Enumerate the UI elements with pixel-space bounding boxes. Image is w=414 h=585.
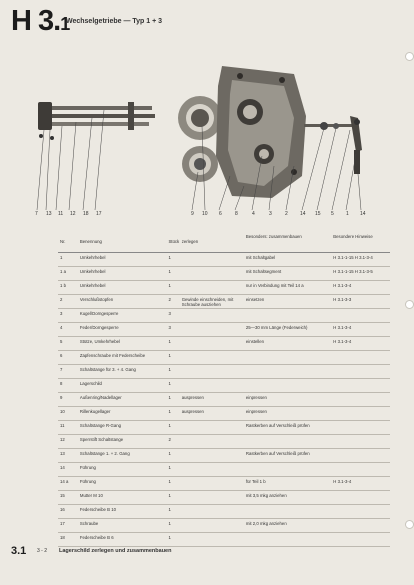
cell-no: 15: [58, 491, 78, 505]
cell-no: 2: [58, 295, 78, 309]
cell-action: mit 3,5 mkg anziehen: [244, 491, 331, 505]
cell-ref: [331, 309, 390, 323]
callout-1: 1: [346, 211, 349, 217]
cell-no: 18: [58, 533, 78, 547]
cell-ref: [331, 463, 390, 477]
cell-qty: 1: [166, 281, 179, 295]
cell-qty: 1: [166, 407, 179, 421]
table-row: [58, 435, 390, 449]
cell-name: Umkehrhebel: [78, 281, 167, 295]
cell-name: Federscheibe B 6: [78, 533, 167, 547]
cell-qty: 1: [166, 393, 179, 407]
table-row: [58, 491, 390, 505]
callout-11: 11: [58, 211, 64, 217]
cell-name: Verschlußstopfen: [78, 295, 167, 309]
callout-13: 13: [46, 211, 52, 217]
cell-ref: H 3.1-3-3: [331, 295, 390, 309]
cell-no: 4: [58, 323, 78, 337]
cell-ref: H 3.1-3-4: [331, 337, 390, 351]
cell-work: auspressen: [180, 393, 244, 407]
cell-ref: H 3.1-1-15 H 3.1-3-5: [331, 267, 390, 281]
cell-action: [244, 435, 331, 449]
cell-ref: [331, 435, 390, 449]
cell-name: Führung: [78, 477, 167, 491]
parts-table: [58, 232, 390, 547]
cell-ref: [331, 351, 390, 365]
cell-no: 11: [58, 421, 78, 435]
callout-17: 17: [96, 211, 102, 217]
callout-9: 9: [191, 211, 194, 217]
callout-14b: 14: [360, 211, 366, 217]
table-header-row: [58, 232, 390, 253]
cell-name: Sperrstift Schaltstange: [78, 435, 167, 449]
header-notes: Besondere Hinweise: [331, 232, 390, 253]
table-row: [58, 533, 390, 547]
footer-page-number: 3 - 2: [37, 548, 48, 554]
callout-5: 5: [331, 211, 334, 217]
cell-ref: H 3.1-3-4: [331, 323, 390, 337]
cell-name: Lagerschild: [78, 379, 167, 393]
table-row: [58, 519, 390, 533]
cell-name: Rillenkugellager: [78, 407, 167, 421]
cell-no: 14 a: [58, 477, 78, 491]
cell-work: [180, 421, 244, 435]
cell-work: [180, 463, 244, 477]
cell-qty: 1: [166, 519, 179, 533]
callout-15: 15: [315, 211, 321, 217]
table-row: [58, 463, 390, 477]
binder-hole-top: [405, 52, 414, 61]
table-row: [58, 267, 390, 281]
binder-hole-middle: [405, 300, 414, 309]
cell-action: für Teil 1 b: [244, 477, 331, 491]
cell-work: auspressen: [180, 407, 244, 421]
cell-name: Umkehrhebel: [78, 253, 167, 267]
cell-action: [244, 309, 331, 323]
cell-ref: [331, 505, 390, 519]
cell-ref: [331, 533, 390, 547]
callout-6: 6: [219, 211, 222, 217]
section-number: [11, 6, 70, 39]
table-row: [58, 365, 390, 379]
cell-qty: 2: [166, 435, 179, 449]
cell-no: 9: [58, 393, 78, 407]
cell-name: Stütze, Umkehrhebel: [78, 337, 167, 351]
cell-ref: [331, 491, 390, 505]
cell-work: [180, 477, 244, 491]
cell-qty: 2: [166, 295, 179, 309]
cell-no: 1 a: [58, 267, 78, 281]
cell-name: Feder/Dorngesperre: [78, 323, 167, 337]
section-number-main: H 3.: [11, 5, 61, 37]
cell-work: [180, 337, 244, 351]
cell-qty: 1: [166, 337, 179, 351]
callout-4: 4: [252, 211, 255, 217]
cell-no: 6: [58, 351, 78, 365]
cell-action: [244, 505, 331, 519]
cell-work: [180, 323, 244, 337]
cell-no: 7: [58, 365, 78, 379]
header-qty: Stück: [166, 232, 179, 253]
cell-no: 16: [58, 505, 78, 519]
cell-ref: [331, 519, 390, 533]
cell-work: [180, 449, 244, 463]
cell-action: Rastkerben auf Verschleiß prüfen: [244, 449, 331, 463]
cell-action: mit Schaltsegment: [244, 267, 331, 281]
cell-name: Schaltstange R-Gang: [78, 421, 167, 435]
table-row: [58, 407, 390, 421]
cell-work: [180, 505, 244, 519]
cell-no: 5: [58, 337, 78, 351]
cell-work: [180, 365, 244, 379]
callout-2: 2: [285, 211, 288, 217]
cell-action: einstellen: [244, 337, 331, 351]
cell-qty: 3: [166, 309, 179, 323]
cell-no: 12: [58, 435, 78, 449]
cell-qty: 1: [166, 463, 179, 477]
cell-ref: [331, 407, 390, 421]
cell-no: 14: [58, 463, 78, 477]
cell-qty: 3: [166, 323, 179, 337]
section-number-sub: 1: [60, 14, 71, 34]
cell-work: [180, 267, 244, 281]
cell-action: [244, 379, 331, 393]
cell-name: Kugel/Dorngesperre: [78, 309, 167, 323]
cell-qty: 1: [166, 351, 179, 365]
cell-name: Mutter M 10: [78, 491, 167, 505]
callout-7: 7: [35, 211, 38, 217]
cell-action: einsetzen: [244, 295, 331, 309]
footer-title: Lagerschild zerlegen und zusammenbauen: [59, 548, 172, 554]
table-row: [58, 323, 390, 337]
cell-qty: 1: [166, 491, 179, 505]
callout-8: 8: [235, 211, 238, 217]
cell-no: 13: [58, 449, 78, 463]
table-row: [58, 295, 390, 309]
cell-ref: [331, 365, 390, 379]
cell-qty: 1: [166, 477, 179, 491]
cell-action: mit Schaltgabel: [244, 253, 331, 267]
footer-section-number: 3.1: [11, 545, 27, 557]
cell-action: [244, 351, 331, 365]
cell-ref: [331, 449, 390, 463]
cell-qty: 1: [166, 379, 179, 393]
cell-action: 25—30 mm Länge (Federweich): [244, 323, 331, 337]
cell-name: Umkehrhebel: [78, 267, 167, 281]
cell-ref: H 3.1-1-15 H 3.1-3-4: [331, 253, 390, 267]
cell-work: [180, 533, 244, 547]
cell-no: 8: [58, 379, 78, 393]
cell-work: [180, 309, 244, 323]
cell-work: [180, 351, 244, 365]
parts-table-body: [58, 253, 390, 547]
cell-no: 10: [58, 407, 78, 421]
cell-qty: 1: [166, 365, 179, 379]
table-row: [58, 337, 390, 351]
cell-name: Schaltstange 1. + 2. Gang: [78, 449, 167, 463]
header-no: Nr.: [58, 232, 78, 253]
cell-name: Schaltstange für 3. + 4. Gang: [78, 365, 167, 379]
cell-work: [180, 519, 244, 533]
cell-no: 3: [58, 309, 78, 323]
callout-10: 10: [202, 211, 208, 217]
cell-name: Zapfenschraube mit Federscheibe: [78, 351, 167, 365]
cell-action: [244, 365, 331, 379]
header-disassemble: zerlegen: [180, 232, 244, 253]
cell-ref: H 3.1-3-4: [331, 477, 390, 491]
exploded-gearbox-photo: [32, 46, 377, 210]
callout-3: 3: [269, 211, 272, 217]
cell-ref: H 3.1-3-4: [331, 281, 390, 295]
cell-work: [180, 253, 244, 267]
binder-hole-bottom: [405, 520, 414, 529]
cell-action: einpressen: [244, 407, 331, 421]
cell-action: nur in Verbindung mit Teil 14 a: [244, 281, 331, 295]
cell-action: Rastkerben auf Verschleiß prüfen: [244, 421, 331, 435]
cell-qty: 1: [166, 505, 179, 519]
cell-ref: [331, 393, 390, 407]
cell-qty: 1: [166, 533, 179, 547]
cell-work: [180, 379, 244, 393]
cell-ref: [331, 379, 390, 393]
cell-no: 17: [58, 519, 78, 533]
cell-name: Federscheibe B 10: [78, 505, 167, 519]
cell-action: mit 2,0 mkg anziehen: [244, 519, 331, 533]
cell-action: [244, 533, 331, 547]
page-title: Wechselgetriebe — Typ 1 + 3: [66, 18, 163, 25]
cell-ref: [331, 421, 390, 435]
header-name: Benennung: [78, 232, 167, 253]
cell-work: Gewinde einschneiden, mit Schraube ausziehen: [180, 295, 244, 309]
cell-qty: 1: [166, 449, 179, 463]
cell-work: [180, 491, 244, 505]
table-row: [58, 421, 390, 435]
table-row: [58, 351, 390, 365]
cell-qty: 1: [166, 253, 179, 267]
cell-name: Schraube: [78, 519, 167, 533]
cell-action: [244, 463, 331, 477]
cell-qty: 1: [166, 421, 179, 435]
table-row: [58, 253, 390, 267]
table-row: [58, 393, 390, 407]
table-row: [58, 477, 390, 491]
cell-no: 1 b: [58, 281, 78, 295]
figure-callout-numbers: [0, 211, 414, 221]
table-row: [58, 379, 390, 393]
cell-name: Führung: [78, 463, 167, 477]
table-row: [58, 505, 390, 519]
callout-12: 12: [70, 211, 76, 217]
cell-work: [180, 281, 244, 295]
cell-qty: 1: [166, 267, 179, 281]
cell-work: [180, 435, 244, 449]
table-row: [58, 449, 390, 463]
cell-no: 1: [58, 253, 78, 267]
table-row: [58, 281, 390, 295]
header-assemble: Besonders: zusammenbauen: [244, 232, 331, 253]
cell-action: einpressen: [244, 393, 331, 407]
table-row: [58, 309, 390, 323]
callout-14: 14: [300, 211, 306, 217]
cell-name: Außenring/Nadellager: [78, 393, 167, 407]
callout-18: 18: [83, 211, 89, 217]
